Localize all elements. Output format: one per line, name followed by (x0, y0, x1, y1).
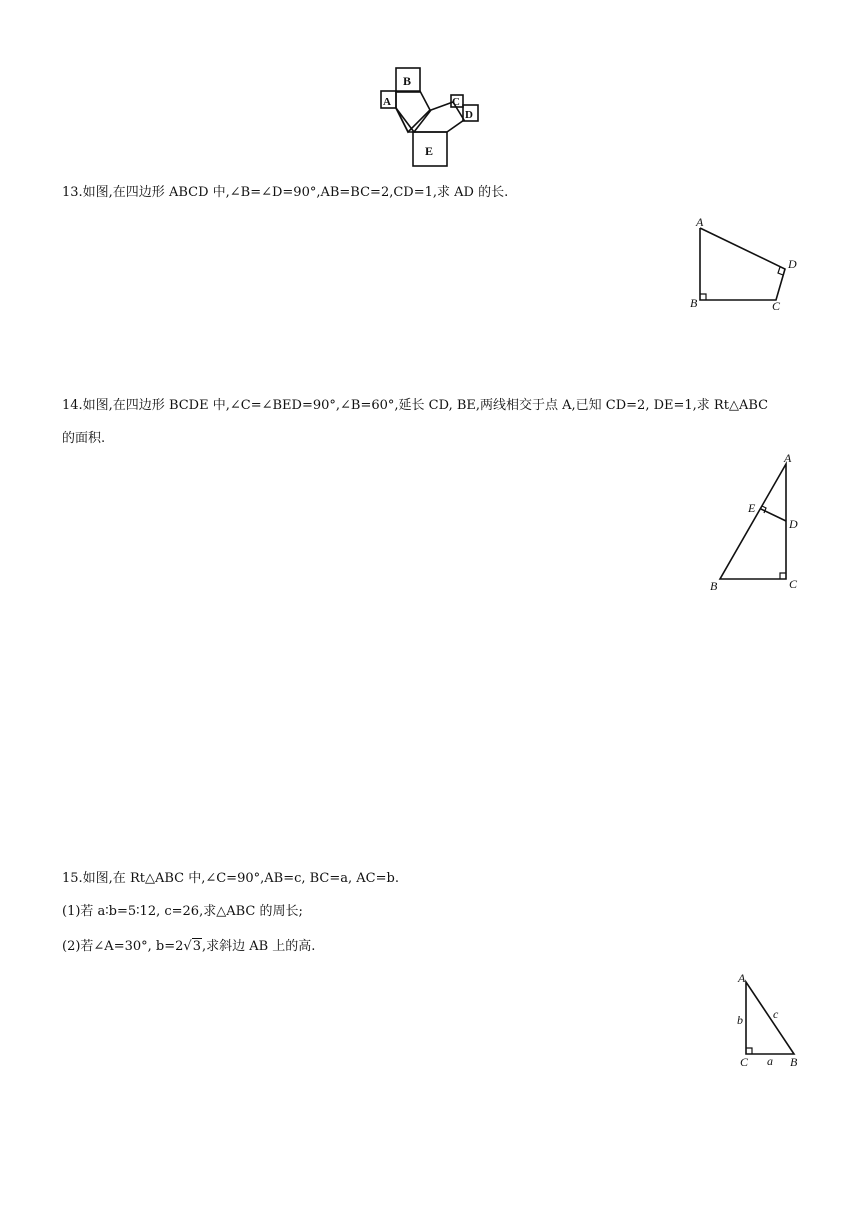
q15-sqrt: √3 (183, 939, 201, 954)
q14-point-b: B (710, 579, 718, 593)
q15-part2-pre: (2)若∠A=30°, b=2 (62, 939, 184, 954)
q14-question-line2: 的面积. (62, 431, 106, 446)
q13-point-b: B (690, 296, 698, 310)
q15-part1: (1)若 a∶b=5∶12, c=26,求△ABC 的周长; (62, 904, 303, 919)
q15-sqrt-radicand: 3 (192, 939, 201, 954)
q13-point-d: D (788, 257, 797, 271)
q13-point-a: A (696, 215, 704, 229)
q12-label-e: E (425, 144, 434, 158)
q14-question-line1: 14.如图,在四边形 BCDE 中,∠C=∠BED=90°,∠B=60°,延长 CD, BE,两线相交于点 A,已知 CD=2, DE=1,求 Rt△ABC (62, 398, 769, 413)
q15-side-a: a (767, 1054, 773, 1068)
q13-question: 13.如图,在四边形 ABCD 中,∠B=∠D=90°,AB=BC=2,CD=1,求 AD 的长. (62, 185, 509, 200)
q14-figure (700, 450, 810, 595)
q12-squares-figure (370, 62, 490, 174)
q15-point-c: C (740, 1055, 749, 1069)
q13-figure (688, 212, 808, 316)
q12-label-a: A (383, 96, 391, 108)
q14-point-d: D (789, 517, 798, 531)
q15-point-a: A (738, 971, 746, 985)
q15-point-b: B (790, 1055, 798, 1069)
q15-part2 (62, 938, 315, 956)
q15-side-c: c (773, 1007, 779, 1021)
q15-side-b: b (737, 1013, 743, 1027)
q14-point-a: A (784, 451, 792, 465)
q15-intro: 15.如图,在 Rt△ABC 中,∠C=90°,AB=c, BC=a, AC=b. (62, 871, 399, 886)
q13-point-c: C (772, 299, 781, 313)
q14-point-c: C (789, 577, 798, 591)
q12-label-c: C (452, 96, 460, 108)
q15-figure (730, 968, 810, 1074)
q15-part2-post: ,求斜边 AB 上的高. (201, 939, 316, 954)
q14-point-e: E (748, 501, 756, 515)
q12-label-d: D (465, 109, 473, 121)
q12-label-b: B (403, 74, 412, 88)
